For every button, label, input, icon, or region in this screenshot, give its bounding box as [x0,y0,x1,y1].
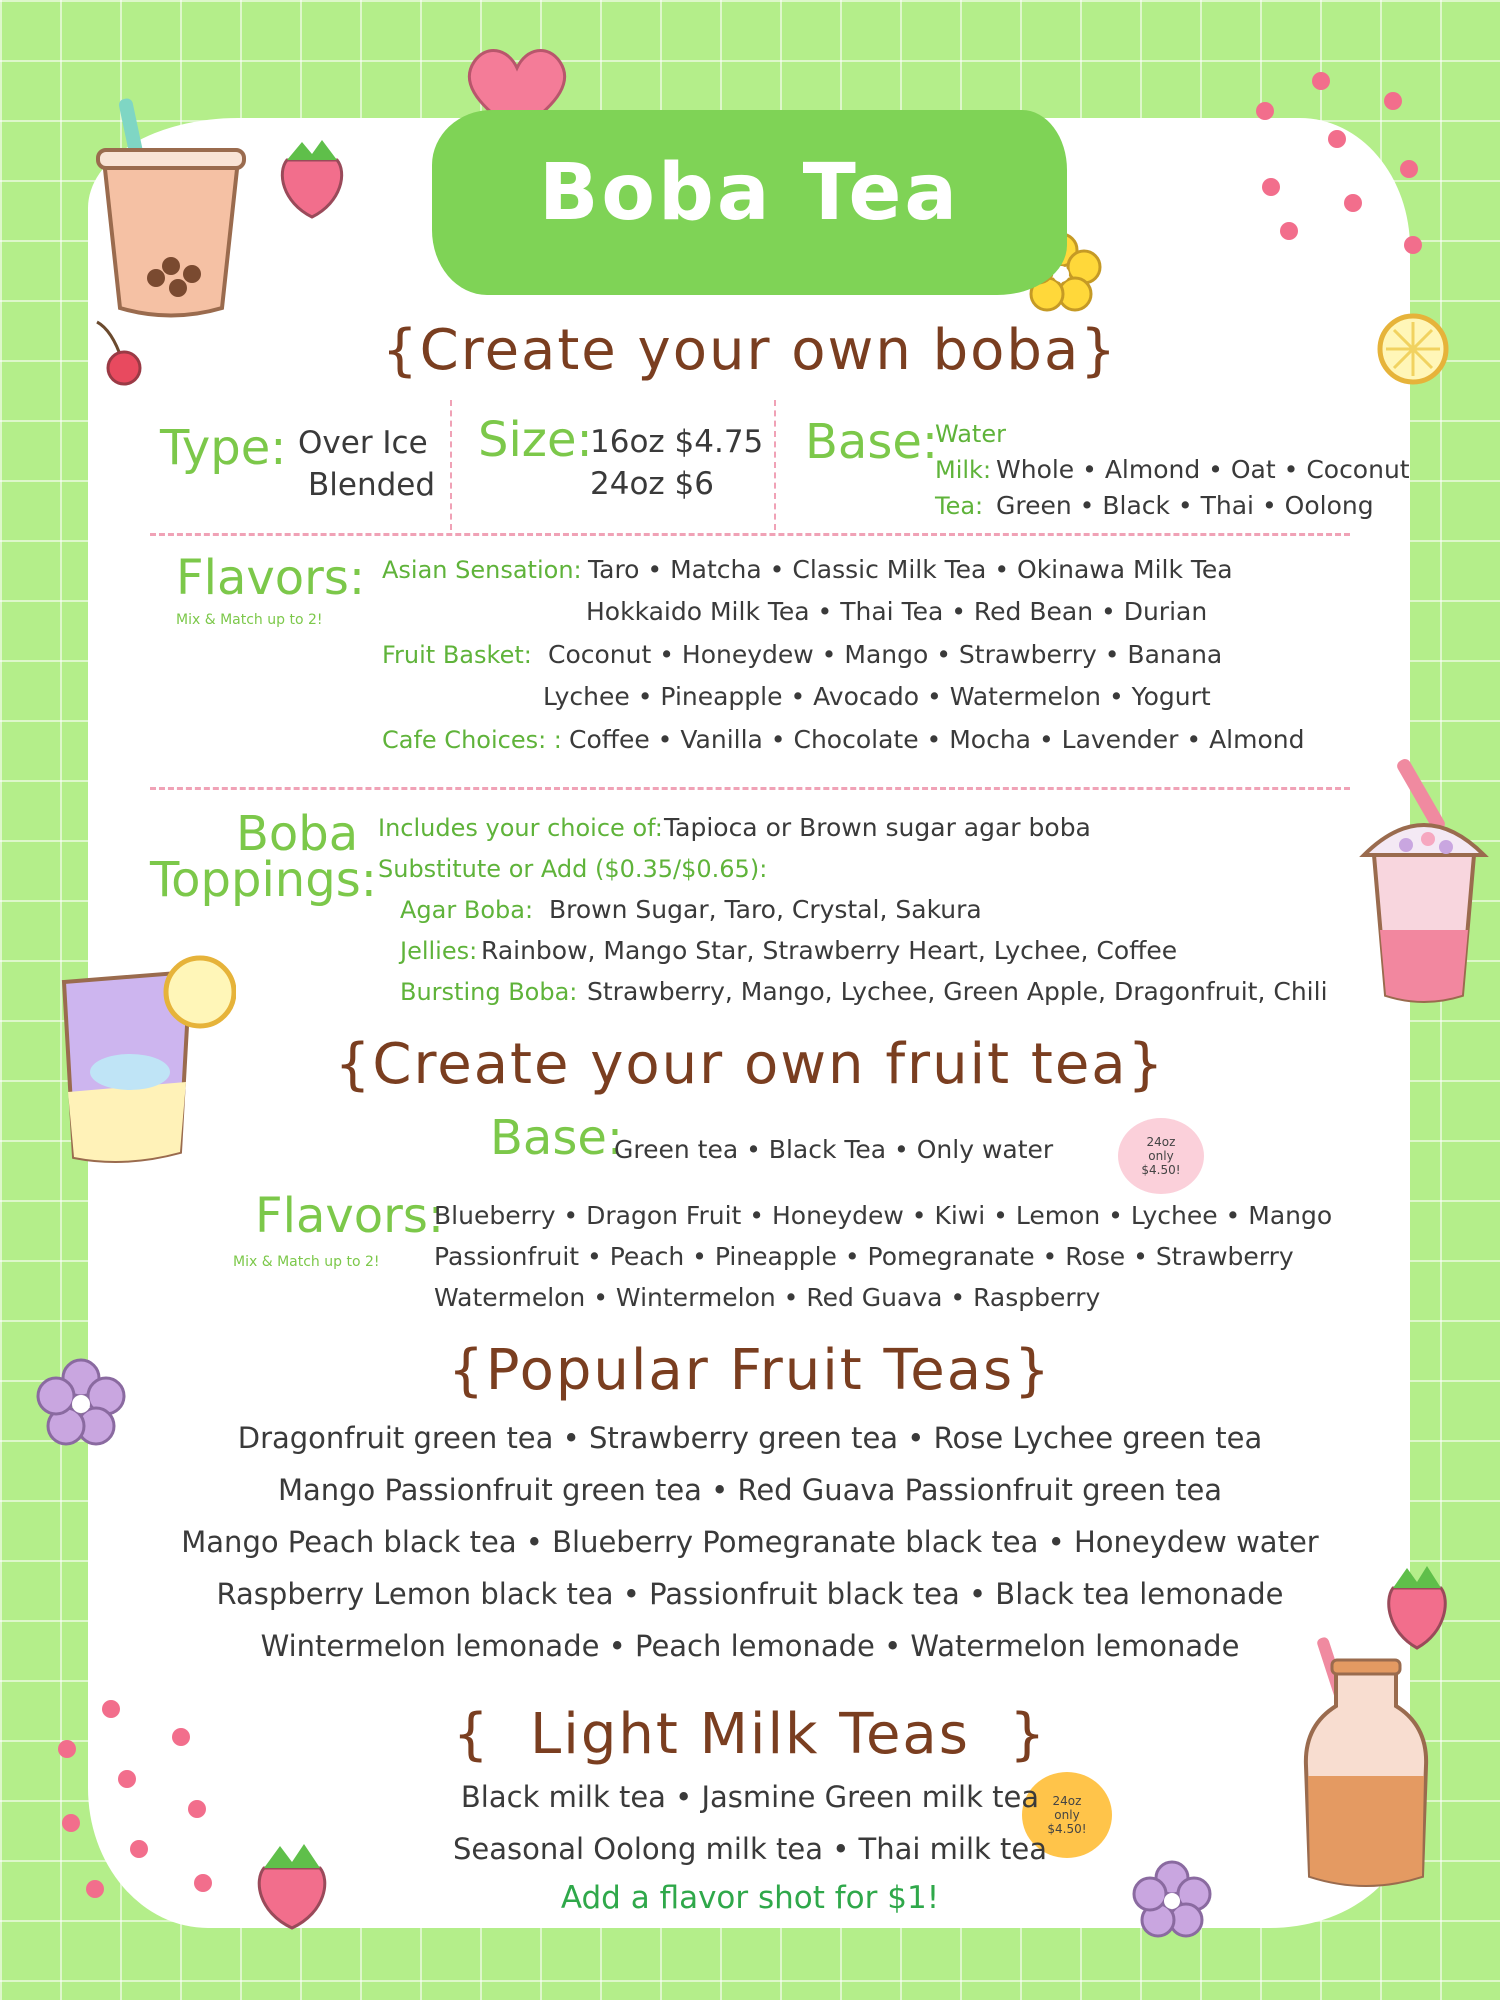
divider [450,400,452,530]
section-heading-create-boba: {Create your own boba} [382,318,1118,383]
fruit-tea-flavors-line-2: Passionfruit • Peach • Pineapple • Pomegranate • Rose • Strawberry [434,1242,1294,1271]
base-label: Base: [805,414,939,470]
popular-line-5: Wintermelon lemonade • Peach lemonade • Watermelon lemonade [260,1629,1240,1663]
popular-line-2: Mango Passionfruit green tea • Red Guava Passionfruit green tea [277,1473,1223,1507]
popular-line-3: Mango Peach black tea • Blueberry Pomegranate black tea • Honeydew water [181,1525,1319,1559]
includes-label: Includes your choice of: [378,814,663,842]
fruit-tea-flavors-line-3: Watermelon • Wintermelon • Red Guava • Raspberry [434,1283,1101,1312]
fruit-basket-line-2: Lychee • Pineapple • Avocado • Watermelon • Yogurt [543,682,1211,711]
type-option-blended: Blended [308,467,436,503]
popular-line-4: Raspberry Lemon black tea • Passionfruit black tea • Black tea lemonade [216,1577,1284,1611]
bursting-boba-options: Strawberry, Mango, Lychee, Green Apple, Dragonfruit, Chili [587,977,1328,1006]
toppings-label-line-2: Toppings: [150,852,377,908]
bursting-boba-label: Bursting Boba: [400,978,578,1006]
tag-size: 24oz [1052,1794,1082,1808]
section-heading-fruit-tea: {Create your own fruit tea} [334,1032,1166,1097]
tag-size: 24oz [1146,1135,1176,1149]
popular-line-1: Dragonfruit green tea • Strawberry green tea • Rose Lychee green tea [237,1421,1263,1455]
divider [150,533,1350,536]
fruit-tea-base-label: Base: [490,1110,624,1166]
cafe-choices-line: Coffee • Vanilla • Chocolate • Mocha • Lavender • Almond [569,725,1305,754]
cafe-choices-label: Cafe Choices: : [382,726,562,754]
size-label: Size: [478,412,593,468]
jellies-options: Rainbow, Mango Star, Strawberry Heart, Lychee, Coffee [481,936,1178,965]
section-heading-popular: {Popular Fruit Teas} [448,1338,1052,1403]
agar-boba-options: Brown Sugar, Taro, Crystal, Sakura [549,895,982,924]
base-tea-options: Green • Black • Thai • Oolong [996,491,1374,520]
light-milk-line-2: Seasonal Oolong milk tea • Thai milk tea [452,1832,1048,1866]
base-tea-label: Tea: [935,492,984,520]
agar-boba-label: Agar Boba: [400,896,534,924]
asian-sensation-line-2: Hokkaido Milk Tea • Thai Tea • Red Bean • Durian [586,597,1208,626]
flavors-label: Flavors: [176,550,366,606]
size-option-16oz: 16oz $4.75 [590,424,764,460]
includes-options: Tapioca or Brown sugar agar boba [664,813,1091,842]
light-milk-line-1: Black milk tea • Jasmine Green milk tea [460,1780,1040,1814]
type-label: Type: [160,420,287,476]
tag-price: $4.50! [1047,1822,1087,1836]
tag-only: only [1054,1808,1080,1822]
fruit-tea-base-options: Green tea • Black Tea • Only water [614,1135,1054,1164]
divider [774,400,776,530]
fruit-tea-flavors-label: Flavors: [255,1188,445,1244]
price-tag [1118,1118,1204,1194]
fruit-tea-flavors-note: Mix & Match up to 2! [233,1254,380,1270]
page-title: Boba Tea [538,148,961,238]
size-option-24oz: 24oz $6 [590,466,714,502]
divider [150,787,1350,790]
boba-cup-icon [1358,755,1490,1005]
tag-price: $4.50! [1141,1163,1181,1177]
type-option-over-ice: Over Ice [298,425,428,461]
asian-sensation-label: Asian Sensation: [382,556,582,584]
toppings-label-line-1: Boba [236,806,359,862]
jellies-label: Jellies: [400,937,478,965]
tag-only: only [1148,1149,1174,1163]
fruit-basket-label: Fruit Basket: [382,641,532,669]
fruit-basket-line-1: Coconut • Honeydew • Mango • Strawberry • Banana [548,640,1223,669]
boba-cup-icon [96,98,246,328]
base-milk-options: Whole • Almond • Oat • Coconut [996,455,1410,484]
asian-sensation-line-1: Taro • Matcha • Classic Milk Tea • Okinawa Milk Tea [588,555,1233,584]
strawberry-icon [272,132,352,222]
fruit-tea-flavors-line-1: Blueberry • Dragon Fruit • Honeydew • Kiwi • Lemon • Lychee • Mango [434,1201,1333,1230]
base-water: Water [935,420,1006,448]
flavors-note: Mix & Match up to 2! [176,612,323,628]
base-milk-label: Milk: [935,456,992,484]
section-heading-light-milk: { Light Milk Teas } [452,1702,1048,1767]
substitute-label: Substitute or Add ($0.35/$0.65): [378,855,768,883]
flavor-shot-note: Add a flavor shot for $1! [560,1880,940,1916]
